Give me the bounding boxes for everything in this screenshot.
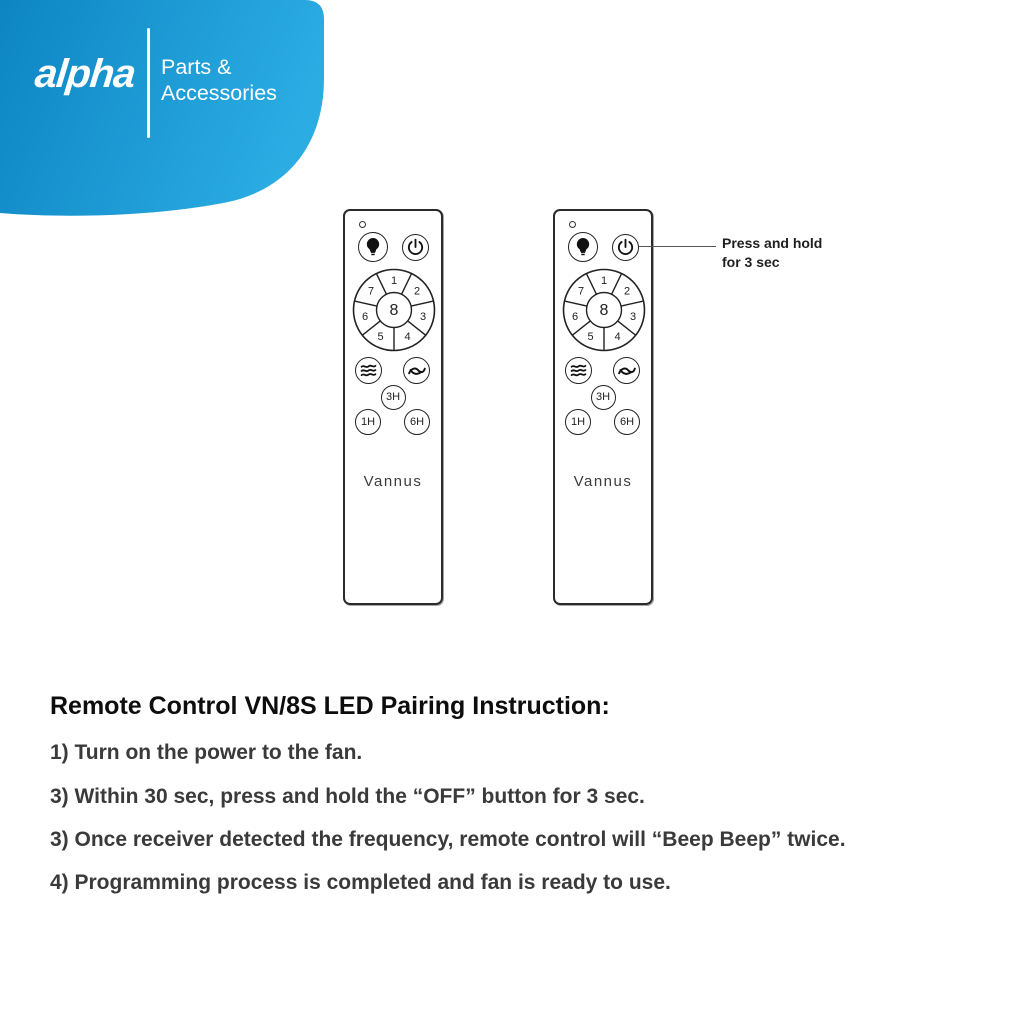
dial-number-4: 4 <box>404 331 411 343</box>
power-icon <box>403 234 428 261</box>
instruction-step: 3) Within 30 sec, press and hold the “OFF” button for 3 sec. <box>50 785 645 808</box>
dial-number-5: 5 <box>377 331 384 343</box>
timer-6h-button: 6H <box>404 409 430 435</box>
dial-center-8: 8 <box>389 302 399 319</box>
dial-number-1: 1 <box>600 275 608 287</box>
dial-number-3: 3 <box>419 311 427 323</box>
instruction-step: 1) Turn on the power to the fan. <box>50 741 363 764</box>
remote-diagram-right <box>553 209 653 605</box>
dial-number-5: 5 <box>587 331 594 343</box>
annotation-line2: for 3 sec <box>722 254 780 270</box>
fan-speed-button <box>565 357 592 384</box>
brand-label: Vannus <box>363 473 423 490</box>
light-bulb-icon <box>359 232 387 262</box>
timer-3h-button: 3H <box>591 385 616 410</box>
natural-wind-icon <box>404 357 429 384</box>
tagline-line1: Parts & <box>161 55 232 79</box>
banner-divider <box>147 28 150 138</box>
dial-number-7: 7 <box>367 285 375 298</box>
banner-shape <box>0 0 330 222</box>
tagline-line2: Accessories <box>161 81 277 105</box>
dial-number-6: 6 <box>361 311 369 323</box>
dial-center-8: 8 <box>599 302 609 319</box>
remote-diagram-left <box>343 209 443 605</box>
speed-dial <box>562 268 646 352</box>
timer-6h-button: 6H <box>614 409 640 435</box>
fan-waves-icon <box>356 357 381 384</box>
instruction-step: 4) Programming process is completed and fan is ready to use. <box>50 871 671 894</box>
dial-number-2: 2 <box>413 285 421 298</box>
timer-1h-button: 1H <box>565 409 591 435</box>
instructions-title: Remote Control VN/8S LED Pairing Instruction: <box>50 692 610 720</box>
power-icon <box>613 234 638 261</box>
light-button <box>358 232 388 262</box>
speed-dial <box>352 268 436 352</box>
natural-wind-button <box>403 357 430 384</box>
power-button <box>612 234 639 261</box>
annotation-text <box>722 234 822 272</box>
light-bulb-icon <box>569 232 597 262</box>
dial-number-2: 2 <box>623 285 631 298</box>
fan-speed-button <box>355 357 382 384</box>
timer-3h-button: 3H <box>381 385 406 410</box>
brand-label: Vannus <box>573 473 633 490</box>
annotation-leader-line <box>639 246 716 247</box>
annotation-line1: Press and hold <box>722 235 823 251</box>
natural-wind-button <box>613 357 640 384</box>
dial-number-1: 1 <box>390 275 398 287</box>
light-button <box>568 232 598 262</box>
led-indicator <box>569 221 576 228</box>
dial-number-7: 7 <box>577 285 585 298</box>
led-indicator <box>359 221 366 228</box>
instruction-step: 3) Once receiver detected the frequency, remote control will “Beep Beep” twice. <box>50 828 846 851</box>
dial-number-6: 6 <box>571 311 579 323</box>
alpha-logo: alpha <box>32 52 138 96</box>
natural-wind-icon <box>614 357 639 384</box>
brand-banner <box>0 0 330 222</box>
fan-waves-icon <box>566 357 591 384</box>
timer-1h-button: 1H <box>355 409 381 435</box>
power-button <box>402 234 429 261</box>
tagline <box>161 54 277 106</box>
dial-number-3: 3 <box>629 311 637 323</box>
dial-number-4: 4 <box>614 331 621 343</box>
